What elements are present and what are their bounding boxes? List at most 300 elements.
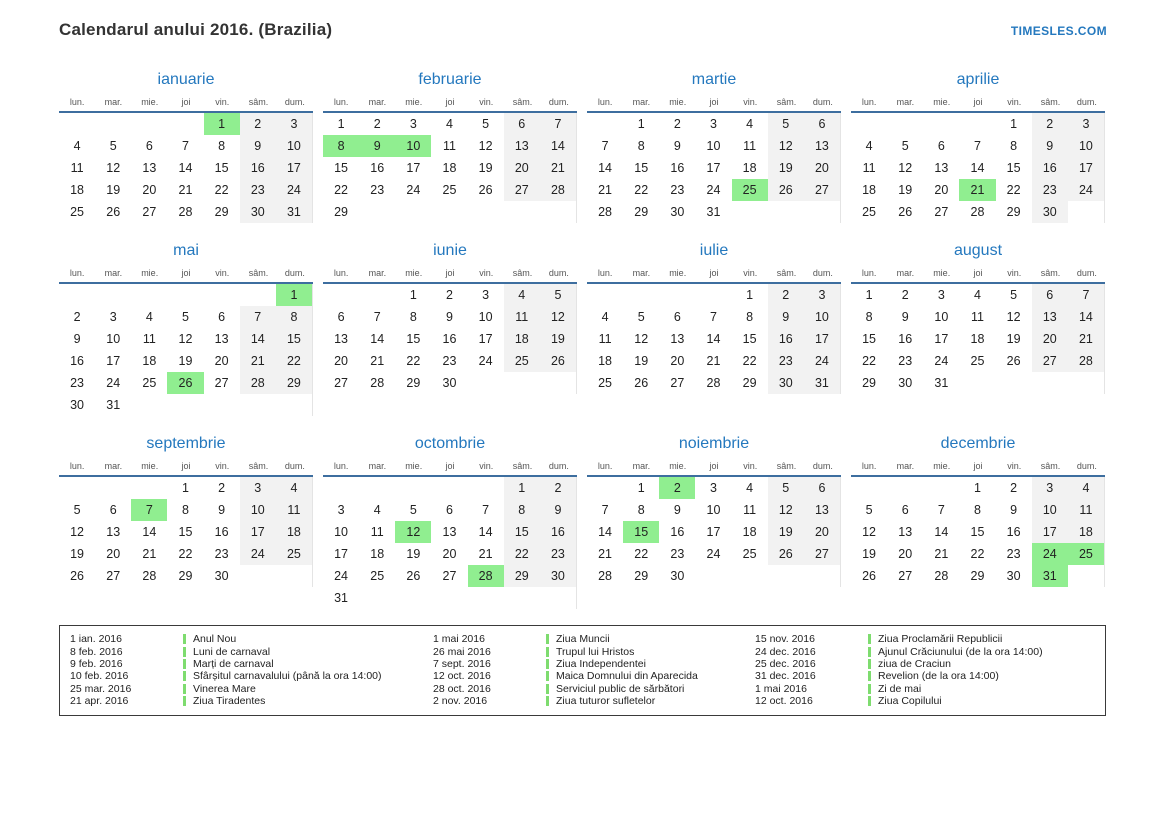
month-februarie [323,71,577,223]
empty-cell [1068,201,1104,223]
week-row [851,201,1104,223]
date-cell: 8 [409,310,417,324]
date-cell: 23 [670,547,685,561]
holiday-date-cell: 25 [732,179,768,201]
date-cell: 29 [742,376,757,390]
holiday-marker-bar [546,659,549,669]
holiday-name: Zi de mai [878,682,922,695]
date-cell: 24 [240,543,276,565]
date-cell: 23 [898,354,913,368]
holiday-name-wrap [183,670,382,682]
month-weeks [587,477,841,587]
day-header: dum. [812,461,833,471]
empty-cell [59,113,95,135]
date-cell: 12 [768,135,804,157]
day-of-week-header-row [323,97,577,113]
week-row [59,394,312,416]
week-row [851,372,1104,394]
holiday-date: 2 nov. 2016 [433,695,488,708]
week-row [587,306,840,328]
date-cell: 6 [804,477,840,499]
week-row [59,306,312,328]
date-cell: 18 [276,521,312,543]
date-cell: 5 [109,139,117,153]
week-row [59,543,312,565]
day-header: sâm. [1040,268,1061,278]
date-cell: 29 [178,569,193,583]
date-cell: 13 [934,161,949,175]
date-cell: 1 [182,481,189,495]
empty-cell [468,587,504,609]
day-header: sâm. [248,97,269,107]
empty-cell [540,587,576,609]
date-cell: 16 [214,525,229,539]
date-cell: 19 [406,547,421,561]
date-cell: 3 [109,310,117,324]
brand-link[interactable]: TIMESLES.COM [1010,24,1107,38]
holiday-name: Ziua Muncii [556,633,610,646]
week-row [323,157,576,179]
empty-cell [959,372,995,394]
date-cell: 15 [334,161,349,175]
week-row [323,543,576,565]
holiday-name-wrap [546,633,610,645]
date-cell: 30 [214,569,229,583]
date-cell: 6 [337,310,345,324]
holiday-name: Trupul lui Hristos [556,645,635,658]
date-cell: 13 [670,332,685,346]
month-octombrie [323,435,577,609]
day-header: joi [181,97,191,107]
date-cell: 3 [482,288,490,302]
date-cell: 3 [1068,113,1104,135]
week-row [851,179,1104,201]
date-cell: 20 [504,157,540,179]
month-aprilie [851,71,1105,223]
holiday-marker-bar [183,696,186,706]
date-cell: 12 [768,499,804,521]
day-of-week-header-row [59,97,313,113]
empty-cell [923,113,959,135]
date-cell: 4 [145,310,153,324]
day-header: vin. [1007,97,1022,107]
date-cell: 29 [1006,205,1021,219]
date-cell: 23 [670,183,685,197]
date-cell: 8 [974,503,981,517]
day-header: sâm. [1040,461,1061,471]
date-cell: 17 [804,328,840,350]
date-cell: 8 [504,499,540,521]
empty-cell [768,565,804,587]
day-header: mar. [104,97,123,107]
date-cell: 5 [540,284,576,306]
week-row [323,113,576,135]
date-cell: 30 [898,376,913,390]
date-cell: 24 [406,183,421,197]
date-cell: 4 [504,284,540,306]
day-header: mie. [669,97,687,107]
holiday-date: 1 mai 2016 [755,682,807,695]
date-cell: 14 [142,525,157,539]
date-cell: 5 [73,503,81,517]
holiday-date-cell: 9 [359,135,395,157]
date-cell: 24 [478,354,493,368]
date-cell: 9 [218,503,226,517]
empty-cell [468,201,504,223]
holiday-date: 25 mar. 2016 [70,682,132,695]
holiday-date-cell: 7 [131,499,167,521]
date-cell: 2 [373,117,381,131]
date-cell: 24 [334,569,349,583]
date-cell: 29 [504,565,540,587]
month-title: octombrie [414,435,486,452]
date-cell: 24 [706,183,721,197]
holiday-date-cell: 25 [1068,543,1104,565]
date-cell: 16 [898,332,913,346]
day-header: mie. [933,268,951,278]
day-header: dum. [812,97,833,107]
date-cell: 1 [504,477,540,499]
week-row [323,372,576,394]
date-cell: 9 [446,310,453,324]
date-cell: 21 [598,183,613,197]
legend-row [433,645,755,657]
holiday-marker-bar [546,684,549,694]
date-cell: 2 [446,288,453,302]
holiday-name: Marți de carnaval [193,657,274,670]
holiday-name-wrap [183,658,274,670]
month-decembrie [851,435,1105,587]
empty-cell [923,477,959,499]
date-cell: 26 [478,183,493,197]
empty-cell [395,477,431,499]
day-header: mar. [896,268,915,278]
holiday-marker-bar [183,659,186,669]
month-weeks [851,477,1105,587]
date-cell: 20 [334,354,349,368]
date-cell: 2 [1010,481,1018,495]
empty-cell [996,372,1032,394]
day-header: dum. [548,97,569,107]
day-header: mie. [933,97,951,107]
day-header: sâm. [512,268,533,278]
date-cell: 2 [768,284,804,306]
date-cell: 24 [804,350,840,372]
empty-cell [131,284,167,306]
date-cell: 15 [742,332,757,346]
month-noiembrie [587,435,841,587]
date-cell: 17 [106,354,121,368]
month-title: noiembrie [678,435,750,452]
date-cell: 22 [406,354,421,368]
date-cell: 13 [804,135,840,157]
day-of-week-header-row [851,268,1105,284]
date-cell: 31 [334,591,349,605]
legend-column [70,633,433,707]
day-header: dum. [1076,97,1097,107]
date-cell: 25 [742,547,757,561]
date-cell: 14 [370,332,385,346]
week-row [323,201,576,223]
date-cell: 9 [901,310,909,324]
legend-row [70,683,433,695]
date-cell: 27 [442,569,457,583]
holiday-date-cell: 15 [623,521,659,543]
empty-cell [276,394,312,416]
date-cell: 15 [862,332,877,346]
date-cell: 24 [1068,179,1104,201]
date-cell: 2 [540,477,576,499]
day-header: mar. [632,268,651,278]
date-cell: 23 [442,354,457,368]
month-weeks [587,113,841,223]
day-header: mar. [896,97,915,107]
date-cell: 29 [334,205,349,219]
date-cell: 20 [934,183,949,197]
date-cell: 14 [970,161,985,175]
date-cell: 31 [276,201,312,223]
day-header: joi [181,268,191,278]
date-cell: 9 [240,135,276,157]
holiday-date-cell: 1 [204,113,240,135]
date-cell: 12 [478,139,493,153]
date-cell: 6 [937,139,945,153]
holiday-marker-bar [868,696,871,706]
empty-cell [240,565,276,587]
date-cell: 11 [598,332,612,346]
date-cell: 3 [240,477,276,499]
day-header: joi [973,97,983,107]
date-cell: 8 [865,310,873,324]
day-header: sâm. [248,461,269,471]
date-cell: 19 [106,183,121,197]
legend-row [755,658,1095,670]
date-cell: 28 [598,569,613,583]
date-cell: 13 [106,525,121,539]
holiday-name-wrap [868,658,951,670]
legend-row [433,670,755,682]
empty-cell [323,477,359,499]
date-cell: 1 [337,117,345,131]
week-row [323,135,576,157]
day-header: joi [181,461,191,471]
holiday-marker-bar [868,671,871,681]
holiday-name: Ziua Tiradentes [193,695,266,708]
holiday-date-cell: 1 [276,284,312,306]
date-cell: 27 [670,376,685,390]
week-row [323,565,576,587]
month-title: mai [173,242,199,259]
date-cell: 4 [746,117,754,131]
date-cell: 5 [482,117,490,131]
month-weeks [323,113,577,223]
date-cell: 19 [70,547,85,561]
day-header: lun. [69,97,85,107]
day-header: mar. [896,461,915,471]
empty-cell [167,113,203,135]
day-header: lun. [69,461,85,471]
day-of-week-header-row [59,268,313,284]
day-header: lun. [333,97,349,107]
holiday-date: 28 oct. 2016 [433,682,491,695]
date-cell: 22 [214,183,229,197]
date-cell: 14 [478,525,493,539]
holiday-name-wrap [183,683,256,695]
date-cell: 17 [334,547,349,561]
date-cell: 28 [934,569,949,583]
week-row [851,306,1104,328]
empty-cell [540,201,576,223]
week-row [59,350,312,372]
date-cell: 13 [142,161,157,175]
date-cell: 25 [504,350,540,372]
date-cell: 13 [1032,306,1068,328]
date-cell: 23 [370,183,385,197]
date-cell: 20 [804,521,840,543]
day-header: mie. [405,97,423,107]
day-header: dum. [1076,461,1097,471]
week-row [587,521,840,543]
date-cell: 5 [182,310,189,324]
week-row [59,201,312,223]
month-martie [587,71,841,223]
holiday-marker-bar [183,671,186,681]
empty-cell [131,113,167,135]
empty-cell [431,477,467,499]
date-cell: 20 [670,354,685,368]
date-cell: 14 [240,328,276,350]
date-cell: 16 [370,161,385,175]
date-cell: 9 [673,139,681,153]
day-of-week-header-row [587,461,841,477]
holiday-date: 1 mai 2016 [433,633,485,646]
date-cell: 5 [865,503,873,517]
date-cell: 29 [862,376,877,390]
holiday-date-cell: 10 [395,135,431,157]
week-row [587,372,840,394]
date-cell: 2 [901,288,909,302]
day-header: vin. [1007,268,1022,278]
day-header: dum. [548,268,569,278]
date-cell: 11 [743,503,757,517]
date-cell: 3 [804,284,840,306]
legend-row [70,645,433,657]
empty-cell [1032,372,1068,394]
date-cell: 16 [670,161,685,175]
date-cell: 6 [901,503,909,517]
date-cell: 19 [862,547,877,561]
date-cell: 10 [478,310,493,324]
date-cell: 19 [178,354,193,368]
holiday-date: 15 nov. 2016 [755,633,815,646]
date-cell: 6 [218,310,226,324]
month-title: februarie [418,71,482,88]
day-header: joi [973,268,983,278]
empty-cell [659,284,695,306]
holiday-date: 7 sept. 2016 [433,657,491,670]
date-cell: 30 [670,569,685,583]
date-cell: 26 [768,543,804,565]
holiday-date: 10 feb. 2016 [70,670,129,683]
holiday-name: Ziua Copilului [878,695,942,708]
holiday-name-wrap [868,683,921,695]
holiday-marker-bar [546,671,549,681]
day-header: mar. [104,268,123,278]
date-cell: 21 [178,183,193,197]
date-cell: 21 [142,547,157,561]
week-row [323,521,576,543]
date-cell: 17 [1068,157,1104,179]
date-cell: 25 [142,376,157,390]
legend-row [755,683,1095,695]
holiday-marker-bar [546,696,549,706]
date-cell: 21 [478,547,493,561]
holiday-name: Luni de carnaval [193,645,271,658]
month-ianuarie [59,71,313,223]
date-cell: 11 [743,139,757,153]
month-august [851,242,1105,394]
date-cell: 28 [970,205,985,219]
date-cell: 7 [540,113,576,135]
day-header: joi [709,461,719,471]
date-cell: 16 [1032,157,1068,179]
date-cell: 10 [706,139,721,153]
date-cell: 26 [862,569,877,583]
date-cell: 28 [706,376,721,390]
holiday-name-wrap [546,670,698,682]
week-row [851,521,1104,543]
day-header: lun. [861,461,877,471]
date-cell: 6 [109,503,117,517]
date-cell: 20 [442,547,457,561]
holiday-name: Serviciul public de sărbători [556,682,685,695]
month-title: iulie [699,242,729,259]
day-of-week-header-row [59,461,313,477]
date-cell: 20 [142,183,157,197]
empty-cell [1068,565,1104,587]
date-cell: 22 [742,354,757,368]
day-header: dum. [548,461,569,471]
holiday-name: Ziua tuturor sufletelor [556,695,656,708]
legend-row [755,645,1095,657]
date-cell: 18 [442,161,457,175]
date-cell: 10 [240,499,276,521]
date-cell: 10 [106,332,121,346]
holiday-date: 24 dec. 2016 [755,645,816,658]
date-cell: 1 [974,481,981,495]
date-cell: 25 [276,543,312,565]
holiday-date: 9 feb. 2016 [70,657,123,670]
date-cell: 1 [409,288,417,302]
week-row [851,113,1104,135]
date-cell: 7 [710,310,717,324]
date-cell: 3 [710,117,717,131]
empty-cell [95,477,131,499]
date-cell: 17 [478,332,493,346]
date-cell: 11 [504,306,540,328]
date-cell: 27 [804,543,840,565]
date-cell: 17 [406,161,421,175]
week-row [587,157,840,179]
date-cell: 9 [540,499,576,521]
day-of-week-header-row [587,268,841,284]
empty-cell [359,587,395,609]
empty-cell [504,201,540,223]
day-header: joi [709,97,719,107]
date-cell: 9 [768,306,804,328]
date-cell: 27 [106,569,121,583]
date-cell: 23 [1006,547,1021,561]
